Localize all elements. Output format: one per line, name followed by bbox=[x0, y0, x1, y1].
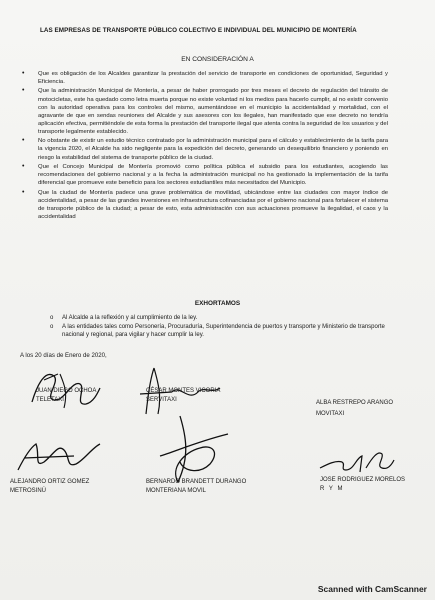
signature-block-5 bbox=[146, 478, 246, 495]
signatory-name: BERNARDO BRANDETT DURANGO bbox=[146, 479, 247, 485]
clause-item bbox=[18, 70, 388, 86]
bullet-icon: • bbox=[22, 87, 25, 95]
circle-bullet-icon: o bbox=[50, 315, 54, 321]
clause-item bbox=[18, 189, 388, 221]
circle-bullet-icon: o bbox=[50, 324, 54, 330]
exhort-item bbox=[50, 323, 395, 339]
signature-block-6 bbox=[320, 476, 405, 493]
signatory-name: ALBA RESTREPO ARANGO bbox=[316, 400, 394, 406]
bullet-icon: • bbox=[22, 70, 25, 77]
signatory-company: R Y M bbox=[320, 485, 344, 492]
signature-block-1 bbox=[36, 387, 96, 404]
signatory-name: JUAN DIEGO OCHOA bbox=[36, 388, 97, 394]
clause-text: Que es obligación de los Alcaldes garantizar la prestación del servicio de transporte en condiciones de oportunidad, Seguridad y Eficiencia. bbox=[38, 71, 388, 86]
signatory-company: SERVITAXI bbox=[146, 396, 177, 403]
signature-block-4 bbox=[10, 478, 89, 495]
clause-text: Que la ciudad de Montería padece una grave problemática de movilidad, ubicándose entre las ciudades con mayor índice de accidentalidad, a pesar de las grandes inversiones en infraestructura cofinanciadas por el gobierno nacional para fortalecer el sistema de transporte público de la ciudad; a pesar de esto, esta administración con sus actuaciones promueve la ilegalidad, el caos y la accidentalidad bbox=[38, 189, 388, 220]
signatory-name: JOSE RODRIGUEZ MORELOS bbox=[320, 477, 406, 483]
bullet-icon: • bbox=[22, 188, 25, 196]
clause-text: No obstante de existir un estudio técnico contratado por la administración municipal para el cálculo y establecimiento de la tarifa para la vigencia 2020, el Alcalde ha sido negligente para la expedición del decreto, generando un desequilibrio financiero y poniendo en riesgo la estabilidad del sistema de transporte público de la ciudad. bbox=[38, 138, 388, 161]
clause-item bbox=[18, 87, 388, 136]
exhort-heading: EXHORTAMOS bbox=[194, 300, 241, 307]
exhort-list bbox=[50, 314, 395, 340]
signature-scribble-3 bbox=[14, 434, 102, 478]
signatory-company: MONTERIANA MOVIL bbox=[146, 487, 207, 494]
signatory-name: CÉSAR MONTES VICORIA bbox=[146, 388, 221, 394]
signatory-company: MOVITAXI bbox=[316, 410, 345, 417]
signatory-company: TELETAXI bbox=[36, 396, 64, 403]
bullet-icon: • bbox=[22, 137, 25, 145]
clause-item bbox=[18, 163, 388, 187]
clause-item bbox=[18, 137, 388, 161]
exhort-item bbox=[50, 314, 395, 322]
signatory-name: ALEJANDRO ORTIZ GOMEZ bbox=[10, 479, 90, 485]
signature-block-2 bbox=[146, 387, 220, 404]
considering-list bbox=[18, 70, 388, 222]
signature-scribble-5 bbox=[316, 446, 396, 476]
clause-text: Que el Concejo Municipal de Montería promovió como política pública el subsidio para los estudiantes, acogiendo las recomendaciones del gobierno nacional y a la fecha la administración municipal no ha gestionado la implementación de la tarifa diferencial que promueve este beneficio para los sectores estudiantiles más necesitados del Municipio. bbox=[38, 163, 388, 187]
date-line: A los 20 días de Enero de 2020, bbox=[20, 352, 107, 359]
exhort-text: A las entidades tales como Personería, Procuraduría, Superintendencia de puertos y transporte y Ministerio de transporte nacional y regional, para vigilar y hacer cumplir la ley. bbox=[62, 324, 385, 338]
clause-text: Que la administración Municipal de Montería, a pesar de haber prorrogado por tres meses el decreto de regulación del tránsito de motocicletas, este ha quedado como letra muerta porque no existe voluntad ni los medios para hacerlo cumplir, al no existir convenio con la autoridad operativa para los controles del mismo, aumentándose en el municipio la accidentalidad y mortalidad, con el agravante de que en sendas reuniones del Alcalde y sus asesores con los ilegales, han manifestado que ese decreto no tendría aplicación efectiva, permitiéndole de esta forma la prestación del transporte ilegal que atenta contra la seguridad de los usuarios y del transporte legalmente establecido. bbox=[38, 88, 388, 135]
signature-block-3 bbox=[316, 399, 393, 418]
considering-heading: EN CONSIDERACIÓN A bbox=[181, 56, 254, 63]
document-title: LAS EMPRESAS DE TRANSPORTE PÚBLICO COLECTIVO E INDIVIDUAL DEL MUNICIPIO DE MONTERÍA bbox=[40, 27, 357, 34]
exhort-text: Al Alcalde a la reflexión y al cumplimiento de la ley. bbox=[62, 315, 198, 321]
signatory-company: METROSINÚ bbox=[10, 487, 46, 494]
bullet-icon: • bbox=[22, 162, 25, 170]
scanner-watermark: Scanned with CamScanner bbox=[317, 584, 427, 594]
